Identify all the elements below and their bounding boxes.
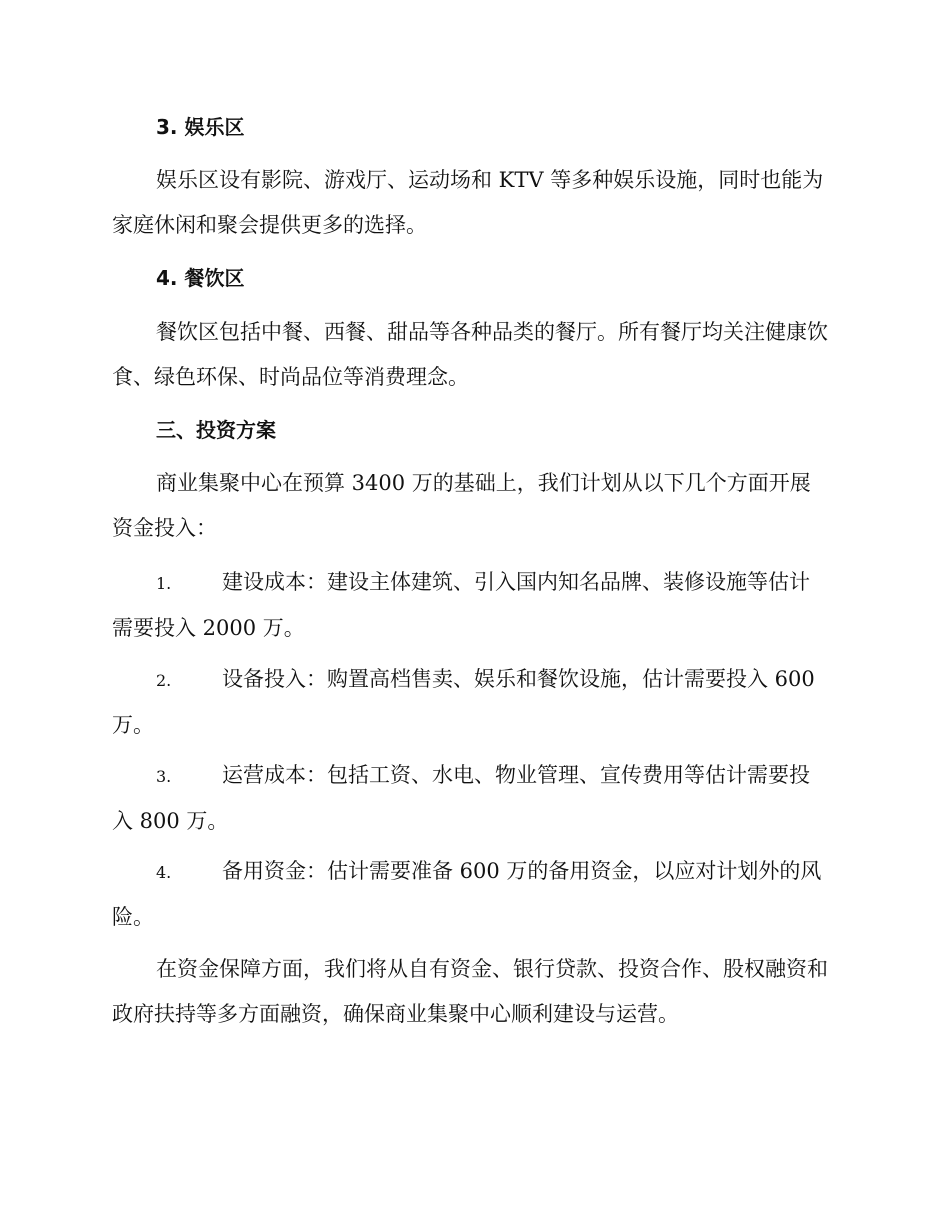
list-item-number: 3.	[156, 767, 172, 786]
paragraph-funding: 在资金保障方面，我们将从自有资金、银行贷款、投资合作、股权融资和政府扶持等多方面融资，确保商业集聚中心顺利建设与运营。	[112, 957, 828, 1026]
list-item-number: 2.	[156, 671, 172, 690]
section-heading-dining: 4. 餐饮区	[156, 266, 245, 290]
paragraph-entertainment: 娱乐区设有影院、游戏厅、运动场和 KTV 等多种娱乐设施，同时也能为家庭休闲和聚会提供更多的选择。	[112, 168, 824, 237]
section-heading-entertainment: 3. 娱乐区	[156, 115, 245, 139]
list-item-number: 4.	[156, 863, 172, 882]
list-item-text: 备用资金：估计需要准备 600 万的备用资金，以应对计划外的风险。	[112, 859, 822, 929]
list-item	[112, 657, 830, 748]
section-heading-investment: 三、投资方案	[156, 418, 276, 442]
paragraph-dining: 餐饮区包括中餐、西餐、甜品等各种品类的餐厅。所有餐厅均关注健康饮食、绿色环保、时尚品位等消费理念。	[112, 320, 828, 389]
list-item	[112, 753, 830, 844]
paragraph-investment-intro: 商业集聚中心在预算 3400 万的基础上，我们计划从以下几个方面开展资金投入：	[112, 471, 811, 540]
list-item-text: 运营成本：包括工资、水电、物业管理、宣传费用等估计需要投入 800 万。	[112, 763, 810, 833]
list-item-text: 设备投入：购置高档售卖、娱乐和餐饮设施，估计需要投入 600 万。	[112, 667, 815, 737]
list-item	[112, 849, 830, 940]
list-item-text: 建设成本：建设主体建筑、引入国内知名品牌、装修设施等估计需要投入 2000 万。	[112, 570, 810, 640]
list-item-number: 1.	[156, 574, 172, 593]
list-item	[112, 560, 830, 651]
